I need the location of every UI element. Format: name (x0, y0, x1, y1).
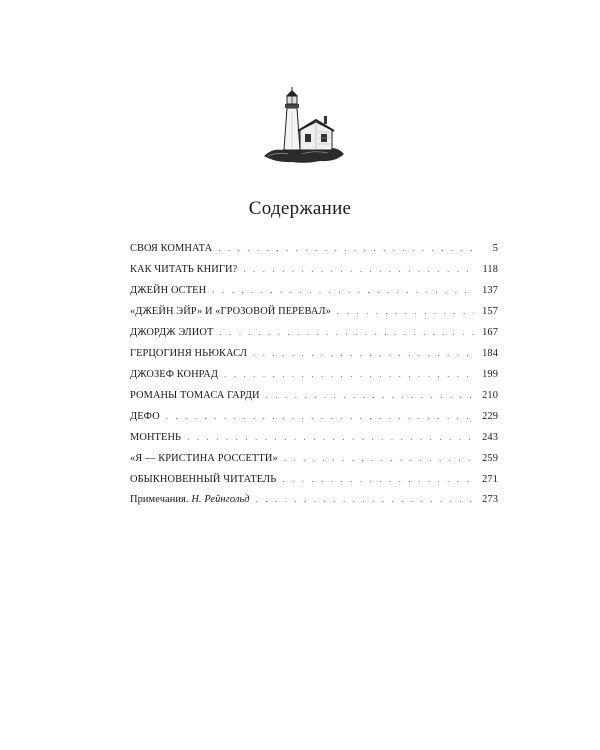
toc-entry-title: МОНТЕНЬ (130, 432, 182, 443)
toc-entry[interactable] (130, 390, 498, 411)
toc-page-number: 259 (482, 453, 498, 464)
toc-entry[interactable] (130, 432, 498, 453)
lighthouse-icon (262, 86, 346, 168)
toc-entry-title: ГЕРЦОГИНЯ НЬЮКАСЛ (130, 348, 248, 359)
toc-page-number: 210 (482, 390, 498, 401)
toc-notes-title (130, 494, 250, 505)
toc-page-number: 184 (482, 348, 498, 359)
toc-page-number: 243 (482, 432, 498, 443)
toc-entry-title: ДЖЕЙН ОСТЕН (130, 285, 207, 296)
dot-leader (212, 285, 474, 295)
dot-leader (284, 453, 474, 463)
toc-entry[interactable] (130, 264, 498, 285)
toc-page-number: 5 (492, 243, 498, 254)
toc-entry-title: «ДЖЕЙН ЭЙР» И «ГРОЗОВОЙ ПЕРЕВАЛ» (130, 306, 331, 317)
dot-leader (253, 348, 474, 358)
toc-page-number: 273 (482, 494, 498, 505)
toc-list (130, 243, 498, 495)
notes-author: Н. Рейнгольд (191, 494, 250, 505)
toc-entry-title: СВОЯ КОМНАТА (130, 243, 213, 254)
toc-page-number: 271 (482, 474, 498, 485)
dot-leader (218, 243, 474, 253)
toc-page-number: 167 (482, 327, 498, 338)
toc-page-number: 137 (482, 285, 498, 296)
toc-entry-title: ДЖОРДЖ ЭЛИОТ (130, 327, 214, 338)
toc-page-number: 229 (482, 411, 498, 422)
toc-entry-title: РОМАНЫ ТОМАСА ГАРДИ (130, 390, 260, 401)
dot-leader (243, 264, 474, 274)
toc-entry[interactable] (130, 306, 498, 327)
toc-entry-title: КАК ЧИТАТЬ КНИГИ? (130, 264, 238, 275)
toc-entry-title: ДЕФО (130, 411, 160, 422)
toc-page-number: 199 (482, 369, 498, 380)
toc-entry-title: ОБЫКНОВЕННЫЙ ЧИТАТЕЛЬ (130, 474, 277, 485)
toc-entry[interactable] (130, 285, 498, 306)
toc-entry[interactable] (130, 453, 498, 474)
dot-leader (166, 411, 474, 421)
dot-leader (282, 474, 474, 484)
toc-entry[interactable] (130, 369, 498, 390)
toc-entry[interactable] (130, 474, 498, 495)
toc-page-number: 118 (482, 264, 498, 275)
page-title: Содержание (248, 198, 352, 219)
dot-leader (256, 494, 474, 504)
dot-leader (337, 306, 474, 316)
notes-label: Примечания. (130, 494, 189, 505)
toc-entry[interactable] (130, 327, 498, 348)
dot-leader (266, 390, 474, 400)
toc-entry[interactable] (130, 243, 498, 264)
toc-notes-row[interactable] (130, 494, 498, 515)
toc-entry[interactable] (130, 411, 498, 432)
toc-entry[interactable] (130, 348, 498, 369)
dot-leader (219, 327, 474, 337)
toc-entry-title: «Я — КРИСТИНА РОССЕТТИ» (130, 453, 278, 464)
toc-entry-title: ДЖОЗЕФ КОНРАД (130, 369, 219, 380)
dot-leader (187, 432, 474, 442)
dot-leader (224, 369, 474, 379)
toc-page-number: 157 (482, 306, 498, 317)
